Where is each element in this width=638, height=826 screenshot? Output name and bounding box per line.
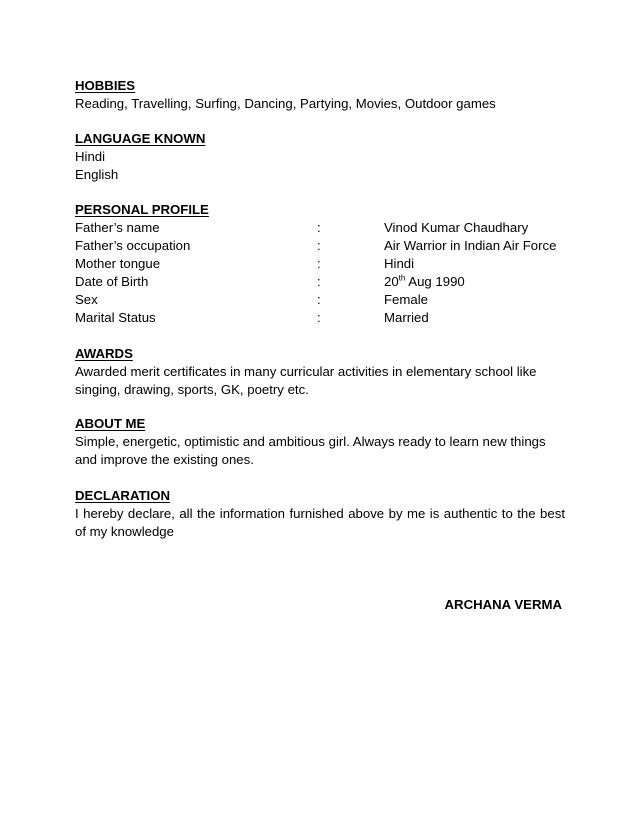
profile-label: Father’s name: [75, 220, 160, 235]
signature-name: ARCHANA VERMA: [444, 597, 562, 612]
language-item: Hindi: [75, 149, 106, 164]
about-me-section: [75, 415, 565, 469]
about-me-text: Simple, energetic, optimistic and ambitious girl. Always ready to learn new things and improve the existing ones.: [75, 434, 546, 467]
profile-row-sex: [75, 291, 565, 309]
profile-separator: :: [317, 238, 321, 253]
profile-row-marital-status: [75, 309, 565, 327]
hobbies-section: [75, 77, 565, 113]
languages-heading: LANGUAGE KNOWN: [75, 131, 206, 146]
profile-label: Date of Birth: [75, 274, 149, 289]
personal-profile-heading: PERSONAL PROFILE: [75, 202, 209, 217]
awards-heading: AWARDS: [75, 346, 133, 361]
profile-value: Female: [384, 292, 428, 307]
dob-day: 20: [384, 274, 399, 289]
dob-month-year: Aug 1990: [405, 274, 465, 289]
profile-value: Married: [384, 310, 429, 325]
language-item: English: [75, 167, 119, 182]
profile-row-fathers-occupation: [75, 237, 565, 255]
awards-section: [75, 345, 565, 399]
profile-row-fathers-name: [75, 219, 565, 237]
personal-profile-section: [75, 201, 565, 327]
profile-row-mother-tongue: [75, 255, 565, 273]
profile-value-dob: [384, 273, 465, 291]
profile-row-date-of-birth: [75, 273, 565, 291]
hobbies-heading: HOBBIES: [75, 78, 136, 93]
profile-value: Air Warrior in Indian Air Force: [384, 238, 557, 253]
profile-value: Vinod Kumar Chaudhary: [384, 220, 529, 235]
declaration-heading: DECLARATION: [75, 488, 170, 503]
profile-separator: :: [317, 220, 321, 235]
about-me-heading: ABOUT ME: [75, 416, 146, 431]
awards-text: Awarded merit certificates in many curricular activities in elementary school like singing, drawing, sports, GK, poetry etc.: [75, 364, 537, 397]
profile-label: Marital Status: [75, 310, 156, 325]
profile-label: Mother tongue: [75, 256, 161, 271]
profile-label: Sex: [75, 292, 98, 307]
profile-separator: :: [317, 274, 321, 289]
dob-day-suffix: th: [398, 273, 406, 283]
declaration-section: [75, 487, 565, 541]
declaration-text: I hereby declare, all the information furnished above by me is authentic to the best of my knowledge: [75, 506, 565, 539]
profile-separator: :: [317, 256, 321, 271]
profile-separator: :: [317, 292, 321, 307]
profile-separator: :: [317, 310, 321, 325]
hobbies-text: Reading, Travelling, Surfing, Dancing, Partying, Movies, Outdoor games: [75, 96, 496, 111]
languages-section: [75, 130, 565, 184]
profile-label: Father’s occupation: [75, 238, 191, 253]
profile-value: Hindi: [384, 256, 415, 271]
